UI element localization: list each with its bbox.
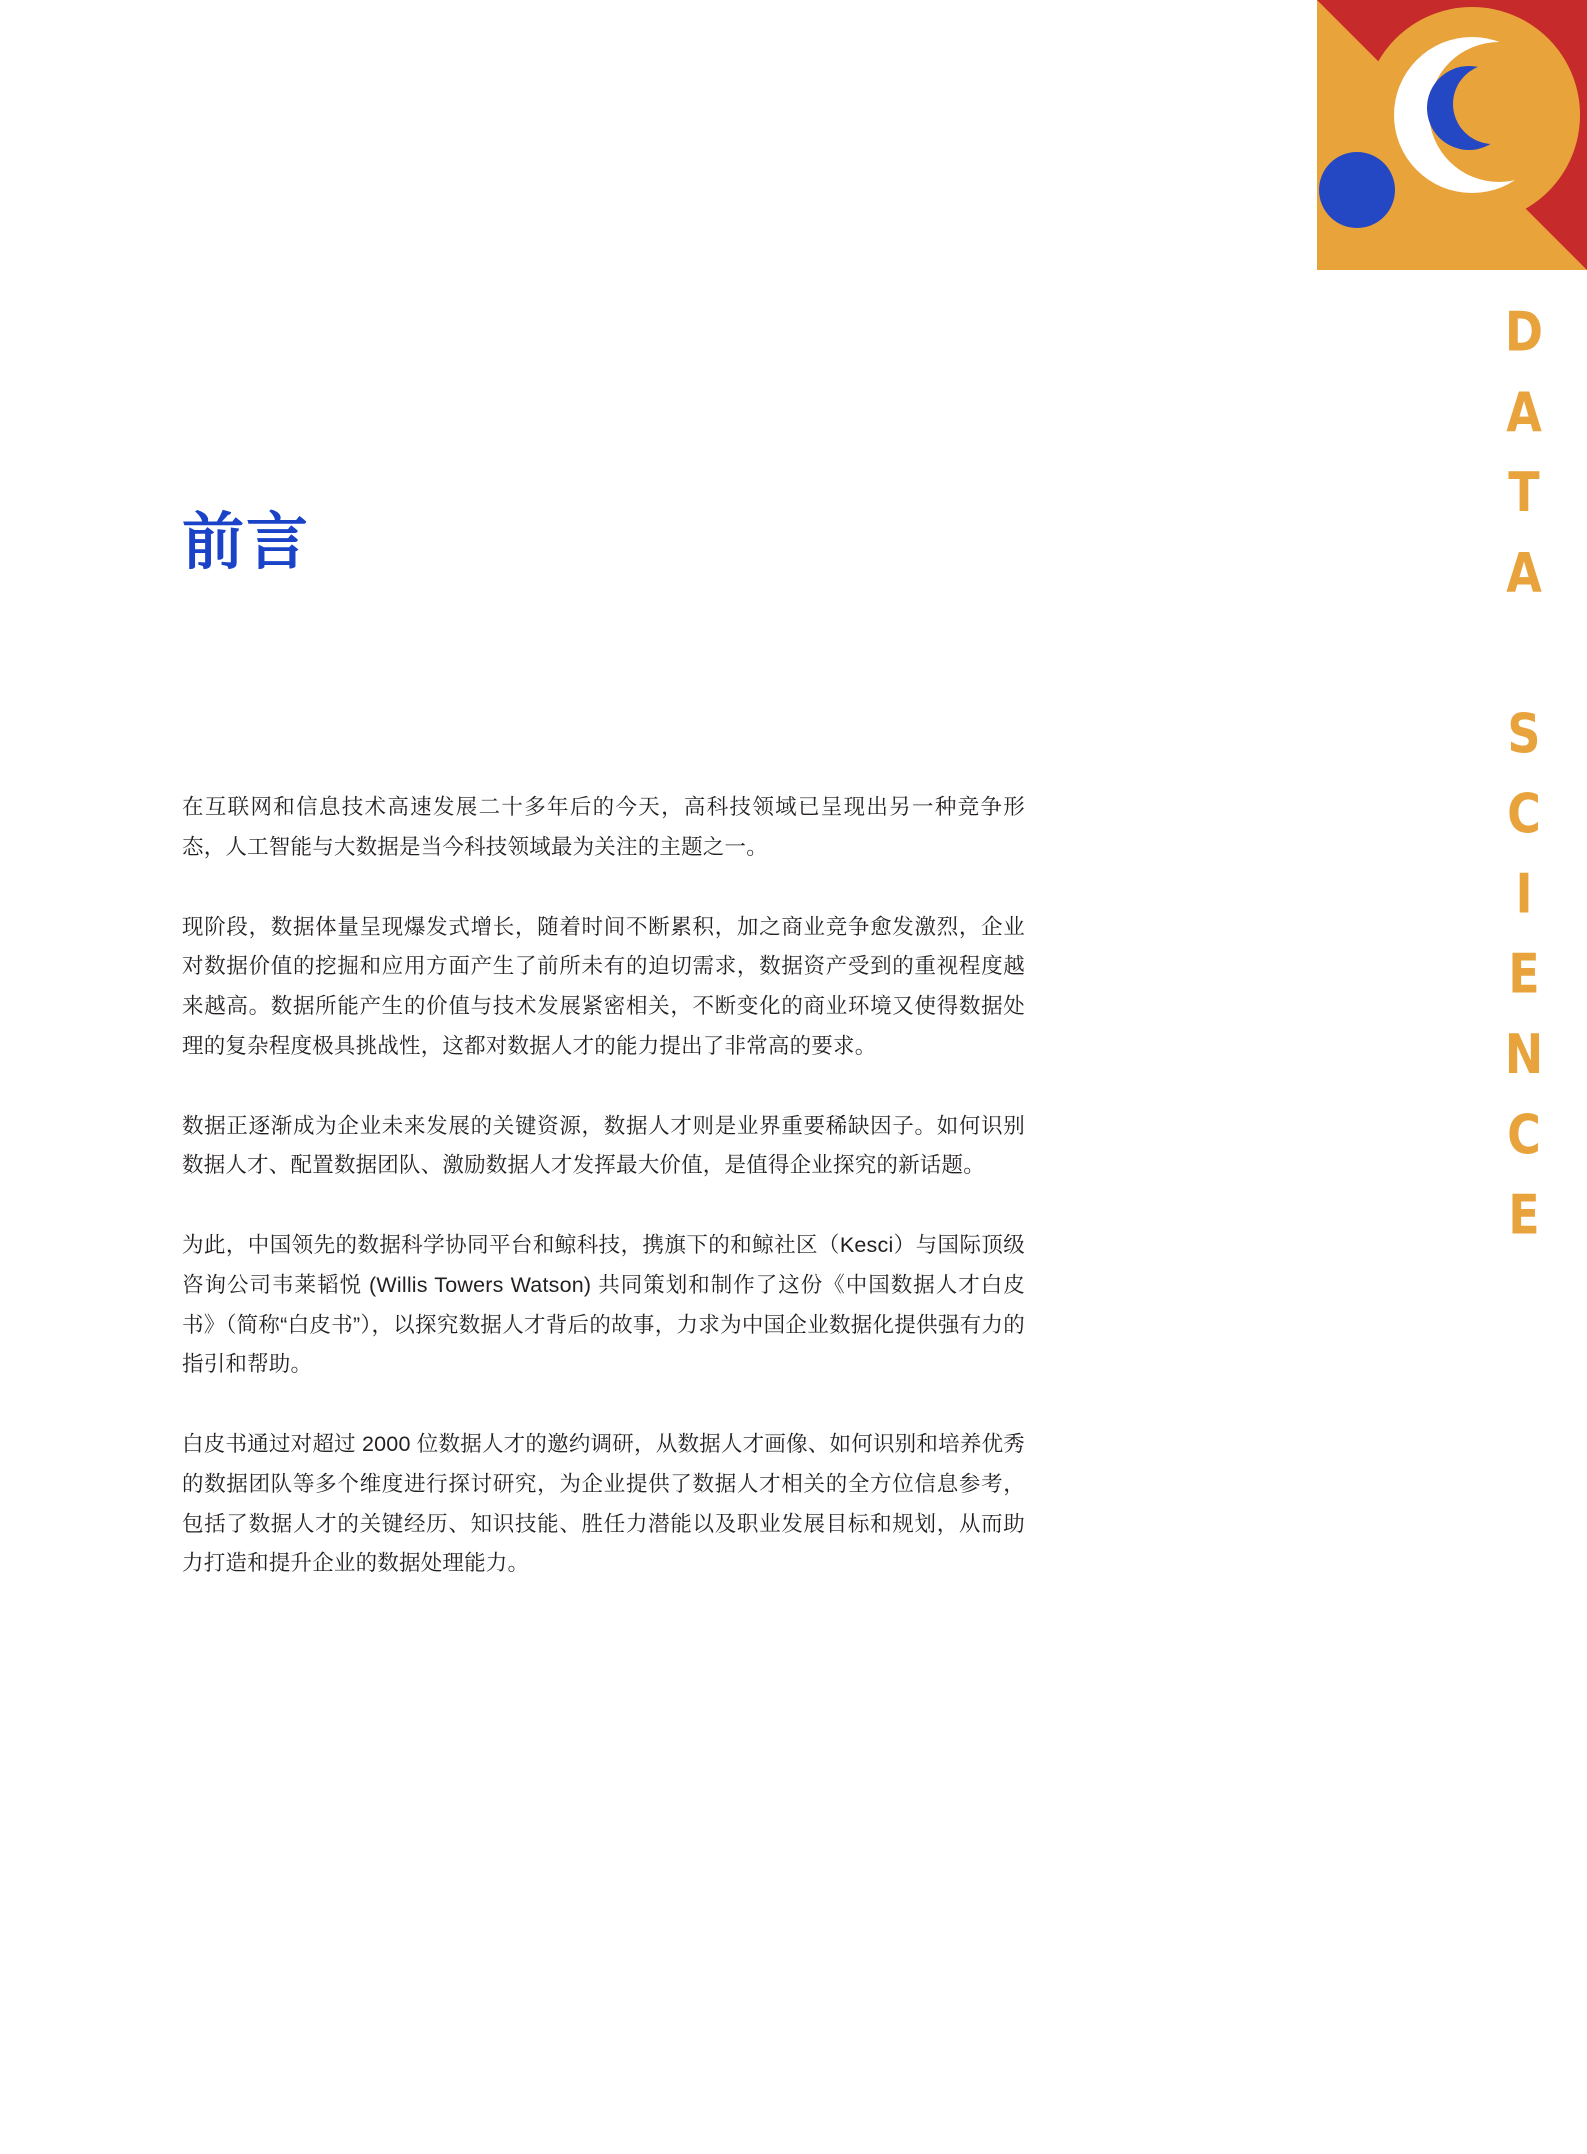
vertical-side-label (1489, 300, 1559, 1263)
paragraph: 数据正逐渐成为企业未来发展的关键资源，数据人才则是业界重要稀缺因子。如何识别数据人才、配置数据团队、激励数据人才发挥最大价值，是值得企业探究的新话题。 (182, 1113, 1025, 1178)
page-title: 前言 (182, 507, 311, 577)
paragraph: 白皮书通过对超过 2000 位数据人才的邀约调研，从数据人才画像、如何识别和培养优秀的数据团队等多个维度进行探讨研究，为企业提供了数据人才相关的全方位信息参考，包括了数据人才的关键经历、知识技能、胜任力潜能以及职业发展目标和规划，从而助力打造和提升企业的数据处理能力。 (182, 1432, 1025, 1576)
paragraph: 在互联网和信息技术高速发展二十多年后的今天，高科技领域已呈现出另一种竞争形态，人工智能与大数据是当今科技领域最为关注的主题之一。 (182, 795, 1025, 859)
paragraph: 现阶段，数据体量呈现爆发式增长，随着时间不断累积，加之商业竞争愈发激烈，企业对数据价值的挖掘和应用方面产生了前所未有的迫切需求，数据资产受到的重视程度越来越高。数据所能产生的价值与技术发展紧密相关，不断变化的商业环境又使得数据处理的复杂程度极具挑战性，这都对数据人才的能力提出了非常高的要求。 (182, 914, 1025, 1058)
side-label-text: DATA SCIENCE (1497, 300, 1551, 1263)
paragraph: 为此，中国领先的数据科学协同平台和鲸科技，携旗下的和鲸社区（Kesci）与国际顶级咨询公司韦莱韬悦 (Willis Towers Watson) 共同策划和制作了这份《中国数据人才白皮书》（简称“白皮书”），以探究数据人才背后的故事，力求为中国企业数据化提供强有力的指引和帮助。 (182, 1233, 1025, 1377)
corner-decoration-graphic (1317, 0, 1587, 270)
foreword-body (182, 788, 1025, 1584)
